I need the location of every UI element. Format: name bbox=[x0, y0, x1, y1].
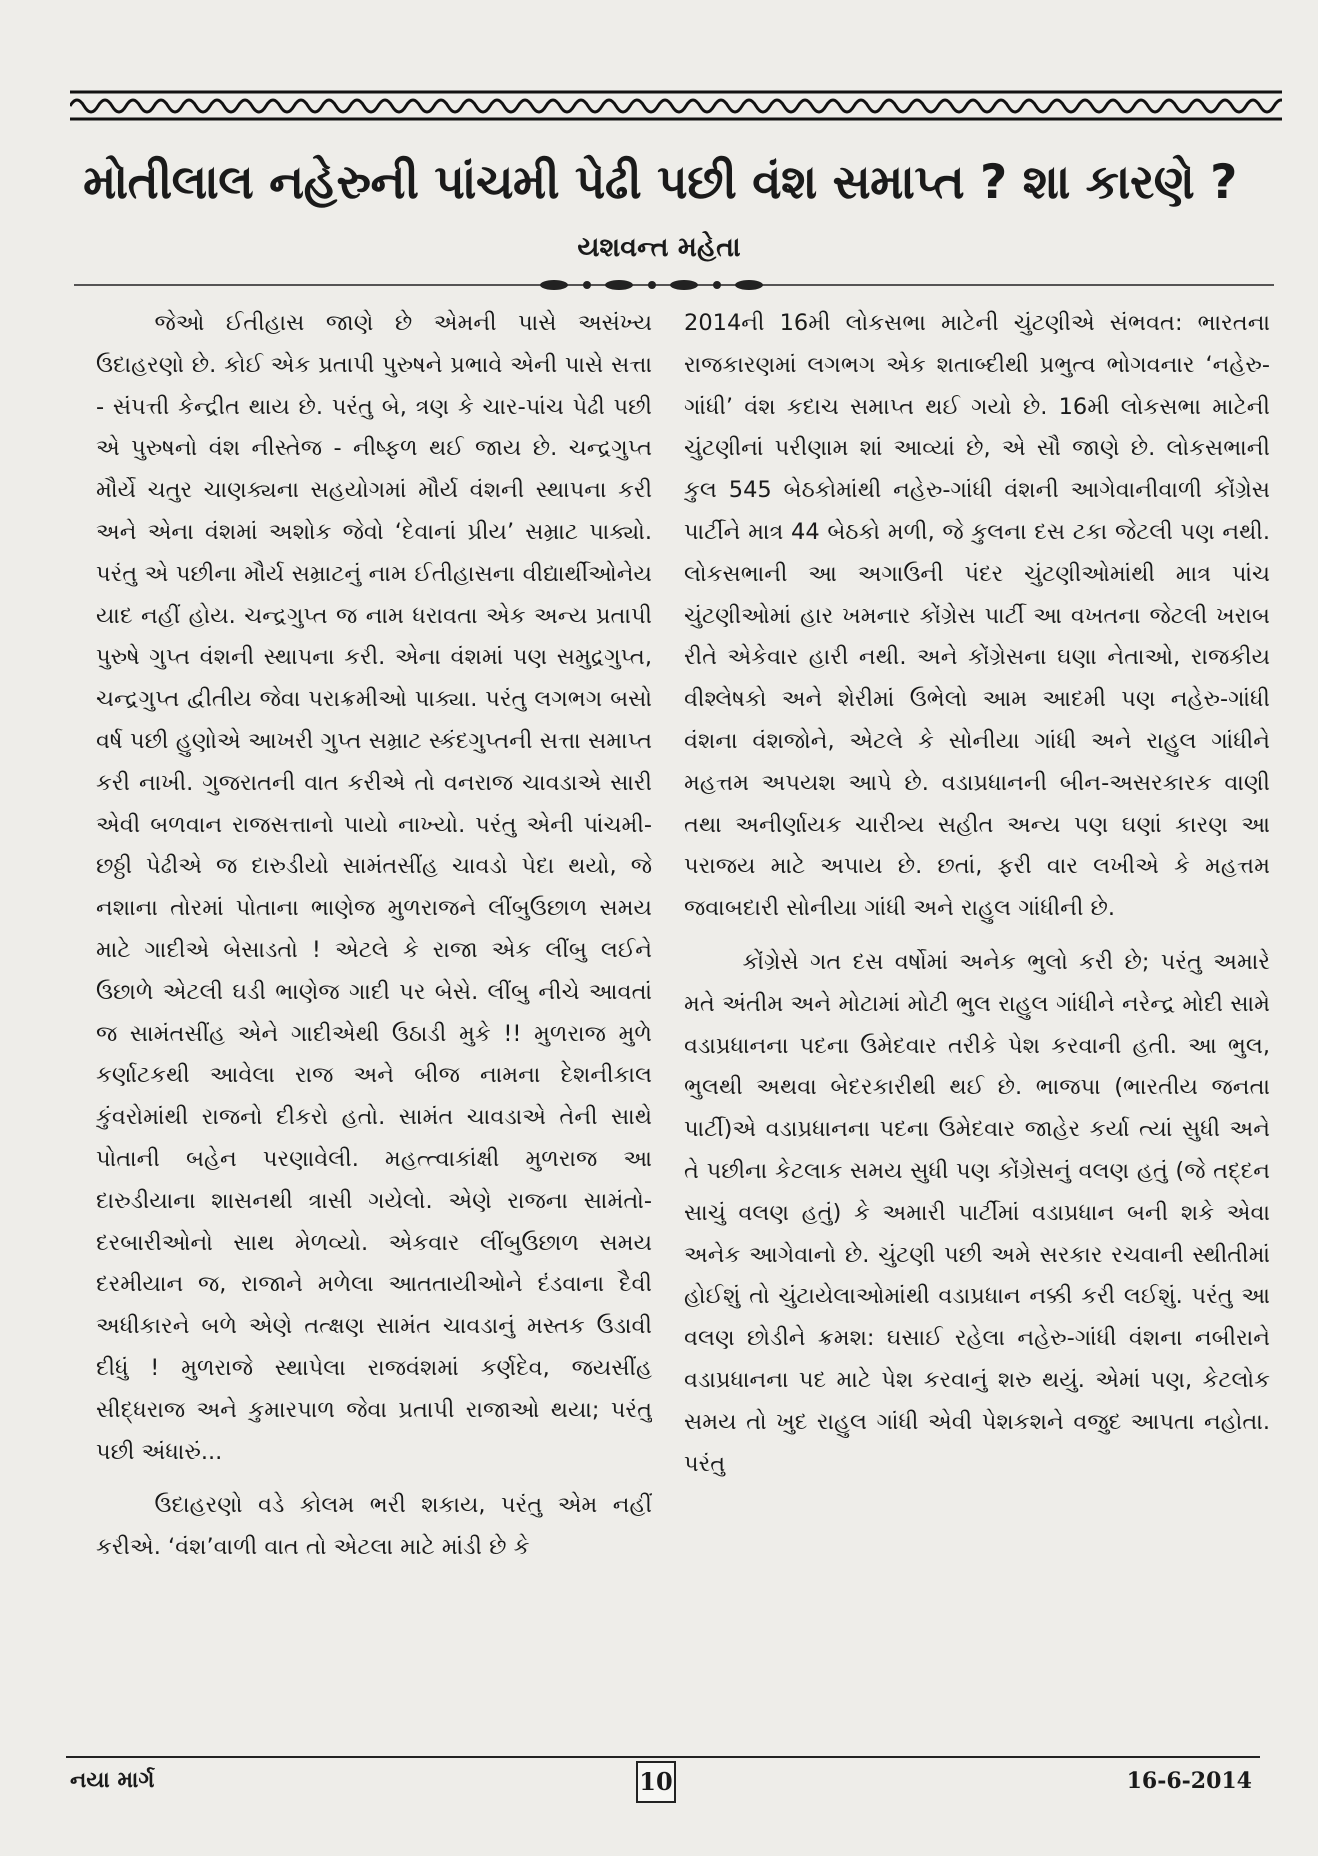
author-name: યશવન્ત મહેતા bbox=[577, 232, 741, 263]
article-title: મોતીલાલ નહેરુની પાંચમી પેઢી પછી વંશ સમાપ્ત ? શા કારણે ? bbox=[83, 155, 1237, 210]
right-column bbox=[684, 303, 1270, 1755]
paragraph: જેઓ ઈતીહાસ જાણે છે એમની પાસે અસંખ્ય ઉદાહરણો છે. કોઈ એક પ્રતાપી પુરુષને પ્રભાવે એની પાસે સત્તા - સંપત્તી કેન્દ્રીત થાય છે. પરંતુ બે, ત્રણ કે ચાર-પાંચ પેઢી પછી એ પુરુષનો વંશ નીસ્તેજ - નીષ્ફળ થઈ જાય છે. ચન્દ્રગુપ્ત મૌર્યે ચતુર ચાણક્યના સહયોગમાં મૌર્ય વંશની સ્થાપના કરી અને એના વંશમાં અશોક જેવો ‘દેવાનાં પ્રીય’ સમ્રાટ પાક્યો. પરંતુ એ પછીના મૌર્ય સમ્રાટનું નામ ઈતીહાસના વીદ્યાર્થીઓનેય યાદ નહીં હોય. ચન્દ્રગુપ્ત જ નામ ધરાવતા એક અન્ય પ્રતાપી પુરુષે ગુપ્ત વંશની સ્થાપના કરી. એના વંશમાં પણ સમુદ્રગુપ્ત, ચન્દ્રગુપ્ત દ્વીતીય જેવા પરાક્રમીઓ પાક્યા. પરંતુ લગભગ બસો વર્ષ પછી હુણોએ આખરી ગુપ્ત સમ્રાટ સ્કંદગુપ્તની સત્તા સમાપ્ત કરી નાખી. ગુજરાતની વાત કરીએ તો વનરાજ ચાવડાએ સારી એવી બળવાન રાજસત્તાનો પાયો નાખ્યો. પરંતુ એની પાંચમી-છઠ્ઠી પેઢીએ જ દારુડીયો સામંતસીંહ ચાવડો પેદા થયો, જે નશાના તોરમાં પોતાના ભાણેજ મુળરાજને લીંબુઉછાળ સમય માટે ગાદીએ બેસાડતો ! એટલે કે રાજા એક લીંબુ લઈને ઉછાળે એટલી ઘડી ભાણેજ ગાદી પર બેસે. લીંબુ નીચે આવતાં જ સામંતસીંહ એને ગાદીએથી ઉઠાડી મુકે !! મુળરાજ મુળે કર્ણાટકથી આવેલા રાજ અને બીજ નામના દેશનીકાલ કુંવરોમાંથી રાજનો દીકરો હતો. સામંત ચાવડાએ તેની સાથે પોતાની બહેન પરણાવેલી. મહત્ત્વાકાંક્ષી મુળરાજ આ દારુડીયાના શાસનથી ત્રાસી ગયેલો. એણે રાજના સામંતો-દરબારીઓનો સાથ મેળવ્યો. એકવાર લીંબુઉછાળ સમય દરમીયાન જ, રાજાને મળેલા આતતાયીઓને દંડવાના દૈવી અધીકારને બળે એણે તત્ક્ષણ સામંત ચાવડાનું મસ્તક ઉડાવી દીધું ! મુળરાજે સ્થાપેલા રાજવંશમાં કર્ણદેવ, જયસીંહ સીદ્ધરાજ અને કુમારપાળ જેવા પ્રતાપી રાજાઓ થયા; પરંતુ પછી અંધારું... bbox=[96, 310, 652, 1465]
paragraph: કોંગ્રેસે ગત દસ વર્ષોમાં અનેક ભુલો કરી છે; પરંતુ અમારે મતે અંતીમ અને મોટામાં મોટી ભુલ રાહુલ ગાંધીને નરેન્દ્ર મોદી સામે વડાપ્રધાનના પદના ઉમેદવાર તરીકે પેશ કરવાની હતી. આ ભુલ, ભુલથી અથવા બેદરકારીથી થઈ છે. ભાજપા (ભારતીય જનતા પાર્ટી)એ વડાપ્રધાનના પદના ઉમેદવાર જાહેર કર્યા ત્યાં સુધી અને તે પછીના કેટલાક સમય સુધી પણ કોંગ્રેસનું વલણ હતું (જે તદ્દન સાચું વલણ હતું) કે અમારી પાર્ટીમાં વડાપ્રધાન બની શકે એવા અનેક આગેવાનો છે. ચુંટણી પછી અમે સરકાર રચવાની સ્થીતીમાં હોઈશું તો ચુંટાયેલાઓમાંથી વડાપ્રધાન નક્કી કરી લઈશું. પરંતુ આ વલણ છોડીને ક્રમશ: ઘસાઈ રહેલા નહેરુ-ગાંધી વંશના નબીરાને વડાપ્રધાનના પદ માટે પેશ કરવાનું શરુ થયું. એમાં પણ, કેટલોક સમય તો ખુદ રાહુલ ગાંધી એવી પેશકશને વજુદ આપતા નહોતા. પરંતુ bbox=[684, 948, 1270, 1477]
page-number: 10 bbox=[636, 1761, 676, 1803]
left-column bbox=[96, 303, 652, 1755]
footer-rule bbox=[66, 1756, 1260, 1758]
publication-name: નયા માર્ગ bbox=[70, 1768, 155, 1793]
paragraph: 2014ની 16મી લોકસભા માટેની ચુંટણીએ સંભવત: ભારતના રાજકારણમાં લગભગ એક શતાબ્દીથી પ્રભુત્વ ભોગવનાર ‘નહેરુ-ગાંધી’ વંશ કદાચ સમાપ્ત થઈ ગયો છે. 16મી લોકસભા માટેની ચુંટણીનાં પરીણામ શાં આવ્યાં છે, એ સૌ જાણે છે. લોકસભાની કુલ 545 બેઠકોમાંથી નહેરુ-ગાંધી વંશની આગેવાનીવાળી કોંગ્રેસ પાર્ટીને માત્ર 44 બેઠકો મળી, જે કુલના દસ ટકા જેટલી પણ નથી. લોકસભાની આ અગાઉની પંદર ચુંટણીઓમાંથી માત્ર પાંચ ચુંટણીઓમાં હાર ખમનાર કોંગ્રેસ પાર્ટી આ વખતના જેટલી ખરાબ રીતે એકેવાર હારી નથી. અને કોંગ્રેસના ઘણા નેતાઓ, રાજકીય વીશ્લેષકો અને શેરીમાં ઉભેલો આમ આદમી પણ નહેરુ-ગાંધી વંશના વંશજોને, એટલે કે સોનીયા ગાંધી અને રાહુલ ગાંધીને મહત્તમ અપયશ આપે છે. વડાપ્રધાનની બીન-અસરકારક વાણી તથા અનીર્ણાયક ચારીત્ર્ય સહીત અન્ય પણ ઘણાં કારણ આ પરાજય માટે અપાય છે. છતાં, ફરી વાર લખીએ કે મહત્તમ જવાબદારી સોનીયા ગાંધી અને રાહુલ ગાંધીની છે. bbox=[684, 310, 1270, 922]
floral-divider bbox=[74, 272, 1274, 298]
paragraph: ઉદાહરણો વડે કોલમ ભરી શકાય, પરંતુ એમ નહીં કરીએ. ‘વંશ’વાળી વાત તો એટલા માટે માંડી છે કે bbox=[96, 1492, 652, 1561]
issue-date: 16-6-2014 bbox=[1126, 1768, 1252, 1794]
scroll-wave-border bbox=[70, 88, 1282, 124]
